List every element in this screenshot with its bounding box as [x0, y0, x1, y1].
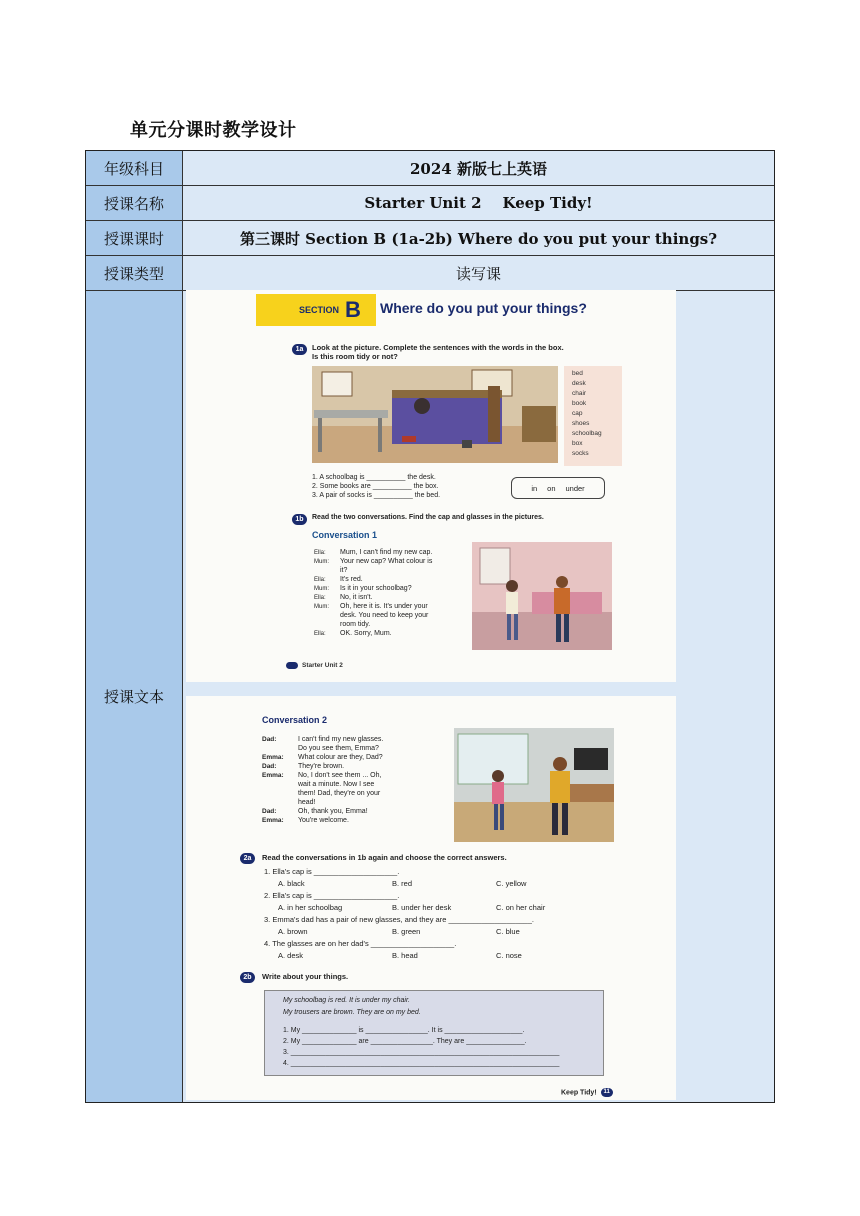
mother-daughter-picture — [472, 542, 612, 650]
exercise-1b-instruction: Read the two conversations. Find the cap and glasses in the pictures. — [312, 514, 544, 521]
word-item: bed — [572, 370, 583, 377]
word-box — [564, 366, 622, 466]
word-item: desk — [572, 380, 586, 387]
row-lesson-name — [86, 186, 774, 221]
conversation-2-illustration — [454, 728, 614, 842]
speaker: Emma: — [262, 772, 284, 779]
speaker: Mum: — [314, 586, 329, 592]
conversation-1-illustration — [472, 542, 612, 650]
value-grade-subject: 2024 新版七上英语 — [183, 151, 774, 185]
dialogue-line: it? — [340, 567, 348, 574]
dialogue-line: Oh, thank you, Emma! — [298, 808, 368, 815]
speaker: Mum: — [314, 604, 329, 610]
word-item: chair — [572, 390, 587, 397]
page-number-pill — [286, 662, 298, 669]
dialogue-line: Is it in your schoolbag? — [340, 585, 412, 592]
choice-b: B. green — [392, 927, 421, 936]
exercise-2a-instruction: Read the conversations in 1b again and choose the correct answers. — [262, 853, 507, 862]
speaker: Dad: — [262, 808, 277, 815]
dialogue-line: Oh, here it is. It's under your — [340, 603, 428, 610]
fill-line-3: 3. _____________________________________________________________________ — [283, 1049, 560, 1056]
section-word: SECTION — [299, 305, 340, 315]
section-letter: B — [345, 297, 361, 322]
value-lesson-type: 读写课 — [183, 256, 774, 290]
label-lesson-name: 授课名称 — [86, 186, 183, 220]
speaker: Ella: — [314, 595, 326, 601]
dialogue-line: them! Dad, they're on your — [298, 790, 381, 797]
label-grade-subject: 年级科目 — [86, 151, 183, 185]
document-title: 单元分课时教学设计 — [130, 120, 297, 141]
value-lesson-name: Starter Unit 2 Keep Tidy! — [183, 186, 774, 220]
preposition-box — [511, 477, 605, 499]
dialogue-line: No, I don't see them ... Oh, — [298, 772, 382, 779]
choice-c: C. nose — [496, 951, 522, 960]
dialogue-line: Mum, I can't find my new cap. — [340, 549, 433, 556]
page-footer-1 — [286, 662, 343, 669]
choice-c: C. blue — [496, 927, 520, 936]
father-daughter-picture — [454, 728, 614, 842]
footer-text: Keep Tidy! — [561, 1089, 597, 1097]
label-lesson-period: 授课课时 — [86, 221, 183, 255]
conversation-2-title: Conversation 2 — [262, 715, 328, 725]
choice-b: B. red — [392, 879, 413, 888]
word-item: socks — [572, 450, 589, 457]
question: 2. Ella's cap is ____________________. — [264, 891, 400, 900]
dialogue-line: What colour are they, Dad? — [298, 754, 383, 761]
page-footer-2 — [561, 1088, 613, 1097]
row-lesson-type — [86, 256, 774, 291]
dialogue-line: Do you see them, Emma? — [298, 745, 379, 752]
label-lesson-type: 授课类型 — [86, 256, 183, 290]
exercise-2b-badge: 2b — [240, 972, 255, 983]
page-number: 11 — [601, 1088, 613, 1097]
fill-line-1: 1. My ______________ is ________________. It is ____________________. — [283, 1027, 525, 1034]
choice-a: A. black — [278, 879, 305, 888]
option-under: under — [565, 483, 585, 493]
speaker: Emma: — [262, 754, 284, 761]
conversation-1-title: Conversation 1 — [312, 530, 378, 540]
option-on: on — [547, 483, 556, 493]
value-lesson-period: 第三课时 Section B (1a-2b) Where do you put your things? — [183, 221, 774, 255]
dialogue-line: OK. Sorry, Mum. — [340, 630, 392, 637]
bedroom-illustration — [312, 366, 558, 463]
dialogue-line: desk. You need to keep your — [340, 612, 429, 619]
dialogue-line: They're brown. — [298, 763, 345, 770]
example-line-2: My trousers are brown. They are on my bed. — [283, 1009, 421, 1016]
speaker: Emma: — [262, 817, 284, 824]
textbook-page-1 — [186, 290, 676, 682]
sentence-1: 1. A schoolbag is __________ the desk. — [312, 474, 436, 481]
dialogue-line: I can't find my new glasses. — [298, 736, 384, 743]
question: 1. Ella's cap is ____________________. — [264, 867, 400, 876]
choice-a: A. brown — [278, 927, 308, 936]
writing-box — [264, 990, 604, 1076]
sentence-2: 2. Some books are __________ the box. — [312, 483, 439, 490]
word-item: book — [572, 400, 587, 407]
exercise-1a-instruction: Look at the picture. Complete the sentences with the words in the box. — [312, 343, 564, 352]
choice-c: C. yellow — [496, 879, 527, 888]
speaker: Ella: — [314, 577, 326, 583]
exercise-2a-badge: 2a — [240, 853, 255, 864]
speaker: Mum: — [314, 559, 329, 565]
word-item: box — [572, 440, 583, 447]
word-item: shoes — [572, 420, 590, 427]
messy-bedroom-picture — [312, 366, 558, 463]
label-lesson-text: 授课文本 — [86, 291, 183, 1102]
speaker: Ella: — [314, 550, 326, 556]
dialogue-line: No, it isn't. — [340, 594, 373, 601]
dialogue-line: room tidy. — [340, 621, 371, 628]
example-line-1: My schoolbag is red. It is under my chair. — [283, 997, 410, 1004]
dialogue-line: You're welcome. — [298, 817, 349, 824]
fill-line-4: 4. _____________________________________________________________________ — [283, 1060, 560, 1067]
exercise-1a-badge: 1a — [292, 344, 307, 355]
textbook-page-2 — [186, 696, 676, 1100]
question: 4. The glasses are on her dad's ____________________. — [264, 939, 457, 948]
exercise-2b-instruction: Write about your things. — [262, 972, 349, 981]
word-item: schoolbag — [572, 430, 602, 437]
choice-b: B. under her desk — [392, 903, 452, 912]
option-in: in — [531, 483, 538, 493]
fill-line-2: 2. My ______________ are ________________. They are _______________. — [283, 1038, 527, 1045]
choice-c: C. on her chair — [496, 903, 546, 912]
dialogue-line: Your new cap? What colour is — [340, 558, 433, 565]
word-item: cap — [572, 410, 583, 417]
exercise-1b-badge: 1b — [292, 514, 307, 525]
speaker: Ella: — [314, 631, 326, 637]
sentence-3: 3. A pair of socks is __________ the bed. — [312, 492, 441, 499]
footer-text: Starter Unit 2 — [302, 662, 343, 670]
section-title: Where do you put your things? — [380, 300, 587, 316]
choice-a: A. desk — [278, 951, 304, 960]
dialogue-line: wait a minute. Now I see — [298, 781, 375, 788]
choice-a: A. in her schoolbag — [278, 903, 343, 912]
row-grade-subject — [86, 151, 774, 186]
question: 3. Emma's dad has a pair of new glasses, and they are ____________________. — [264, 915, 534, 924]
speaker: Dad: — [262, 763, 277, 770]
speaker: Dad: — [262, 736, 277, 743]
row-lesson-period — [86, 221, 774, 256]
dialogue-line: head! — [298, 799, 316, 806]
exercise-1a-question: Is this room tidy or not? — [312, 352, 398, 361]
dialogue-line: It's red. — [340, 576, 363, 583]
choice-b: B. head — [392, 951, 418, 960]
